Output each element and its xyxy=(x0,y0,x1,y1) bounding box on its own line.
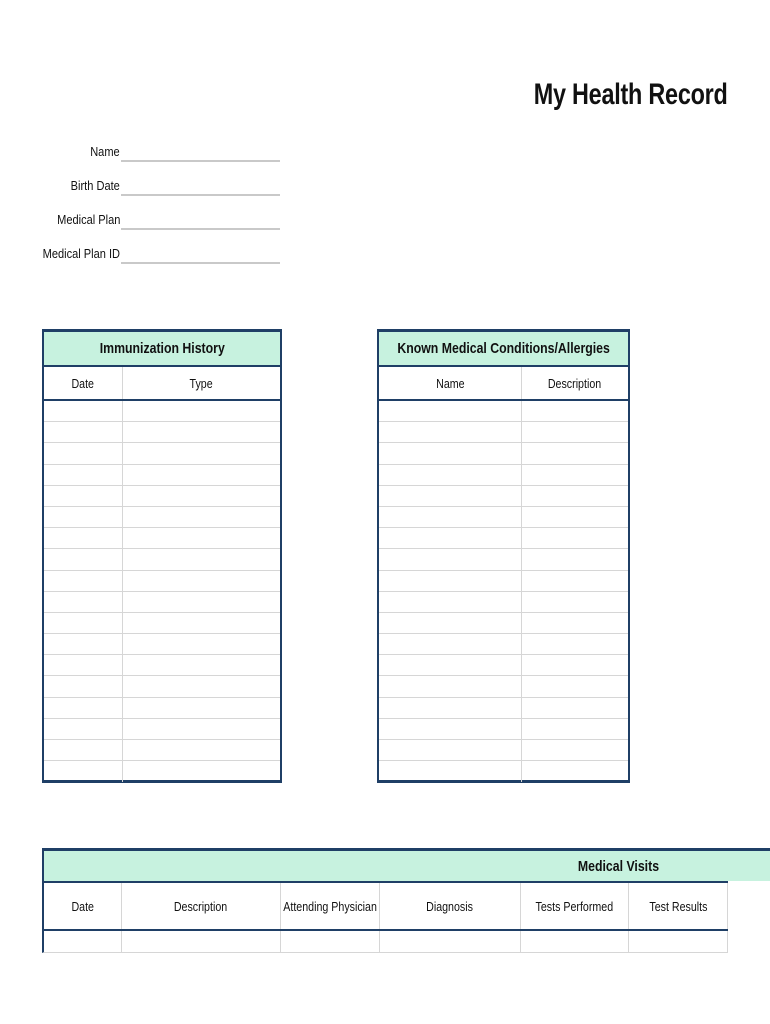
immunization-row xyxy=(44,719,280,740)
conditions-row xyxy=(379,443,628,464)
conditions-cell[interactable] xyxy=(379,761,522,782)
immunization-cell[interactable] xyxy=(44,761,123,782)
immunization-cell[interactable] xyxy=(123,676,280,696)
conditions-cell[interactable] xyxy=(522,761,628,782)
immunization-cell[interactable] xyxy=(44,613,123,633)
conditions-cell[interactable] xyxy=(522,401,628,421)
immunization-row xyxy=(44,571,280,592)
immunization-cell[interactable] xyxy=(44,486,123,506)
medical-plan-field[interactable] xyxy=(0,212,282,232)
conditions-cell[interactable] xyxy=(522,443,628,463)
conditions-row xyxy=(379,486,628,507)
conditions-cell[interactable] xyxy=(522,422,628,442)
immunization-cell[interactable] xyxy=(123,634,280,654)
visits-cell[interactable] xyxy=(521,931,629,952)
immunization-col-type: Type xyxy=(189,375,214,391)
conditions-cell[interactable] xyxy=(379,465,522,485)
conditions-rows xyxy=(379,401,628,782)
conditions-cell[interactable] xyxy=(379,719,522,739)
immunization-row xyxy=(44,549,280,570)
immunization-row xyxy=(44,592,280,613)
name-field[interactable] xyxy=(0,144,282,164)
conditions-cell[interactable] xyxy=(379,592,522,612)
visits-cell[interactable] xyxy=(380,931,521,952)
immunization-cell[interactable] xyxy=(44,698,123,718)
immunization-cell[interactable] xyxy=(44,655,123,675)
immunization-cell[interactable] xyxy=(123,401,280,421)
conditions-row xyxy=(379,592,628,613)
immunization-cell[interactable] xyxy=(44,465,123,485)
conditions-cell[interactable] xyxy=(379,698,522,718)
conditions-cell[interactable] xyxy=(379,613,522,633)
immunization-cell[interactable] xyxy=(123,507,280,527)
name-input-line[interactable] xyxy=(121,160,280,162)
immunization-cell[interactable] xyxy=(44,549,123,569)
conditions-cell[interactable] xyxy=(522,549,628,569)
conditions-column-headers xyxy=(379,367,628,401)
immunization-row xyxy=(44,698,280,719)
immunization-cell[interactable] xyxy=(123,592,280,612)
conditions-row xyxy=(379,761,628,782)
immunization-cell[interactable] xyxy=(44,401,123,421)
conditions-row xyxy=(379,634,628,655)
immunization-cell[interactable] xyxy=(44,507,123,527)
medical-plan-label: Medical Plan xyxy=(56,212,120,227)
immunization-rows xyxy=(44,401,280,782)
immunization-history-table xyxy=(42,329,282,783)
conditions-cell[interactable] xyxy=(522,634,628,654)
immunization-column-headers xyxy=(44,367,280,401)
immunization-cell[interactable] xyxy=(44,528,123,548)
immunization-cell[interactable] xyxy=(44,740,123,760)
visits-cell[interactable] xyxy=(122,931,281,952)
visits-col-test-results: Test Results xyxy=(629,883,728,929)
medical-plan-input-line[interactable] xyxy=(121,228,280,230)
immunization-cell[interactable] xyxy=(123,655,280,675)
conditions-allergies-header: Known Medical Conditions/Allergies xyxy=(379,332,628,367)
visits-col-description: Description xyxy=(122,883,281,929)
conditions-row xyxy=(379,613,628,634)
immunization-row xyxy=(44,761,280,782)
conditions-row xyxy=(379,422,628,443)
conditions-cell[interactable] xyxy=(522,465,628,485)
immunization-row xyxy=(44,443,280,464)
conditions-row xyxy=(379,507,628,528)
conditions-cell[interactable] xyxy=(379,401,522,421)
visits-col-tests-performed: Tests Performed xyxy=(521,883,629,929)
immunization-row xyxy=(44,422,280,443)
immunization-cell[interactable] xyxy=(44,422,123,442)
conditions-cell[interactable] xyxy=(379,528,522,548)
medical-plan-id-field[interactable] xyxy=(0,246,282,266)
conditions-cell[interactable] xyxy=(522,486,628,506)
visits-col-attending-physician: Attending Physician xyxy=(281,883,380,929)
immunization-row xyxy=(44,676,280,697)
conditions-cell[interactable] xyxy=(379,655,522,675)
conditions-cell[interactable] xyxy=(379,571,522,591)
immunization-row xyxy=(44,507,280,528)
conditions-cell[interactable] xyxy=(522,698,628,718)
conditions-row xyxy=(379,401,628,422)
conditions-row xyxy=(379,571,628,592)
visits-col-date: Date xyxy=(44,883,122,929)
immunization-cell[interactable] xyxy=(44,719,123,739)
conditions-cell[interactable] xyxy=(379,634,522,654)
conditions-cell[interactable] xyxy=(522,528,628,548)
visits-row xyxy=(42,931,728,953)
conditions-row xyxy=(379,719,628,740)
immunization-row xyxy=(44,486,280,507)
page-title: My Health Record xyxy=(534,78,728,111)
birth-date-field[interactable] xyxy=(0,178,282,198)
conditions-cell[interactable] xyxy=(522,571,628,591)
immunization-cell[interactable] xyxy=(123,549,280,569)
immunization-cell[interactable] xyxy=(44,571,123,591)
immunization-row xyxy=(44,613,280,634)
immunization-row xyxy=(44,401,280,422)
visits-col-diagnosis: Diagnosis xyxy=(380,883,521,929)
visits-cell[interactable] xyxy=(281,931,380,952)
immunization-cell[interactable] xyxy=(123,465,280,485)
immunization-history-header: Immunization History xyxy=(44,332,280,367)
medical-plan-id-label: Medical Plan ID xyxy=(42,246,120,261)
conditions-cell[interactable] xyxy=(379,486,522,506)
conditions-row xyxy=(379,465,628,486)
conditions-cell[interactable] xyxy=(522,740,628,760)
immunization-cell[interactable] xyxy=(123,528,280,548)
immunization-cell[interactable] xyxy=(123,761,280,782)
conditions-row xyxy=(379,676,628,697)
conditions-cell[interactable] xyxy=(522,719,628,739)
birth-date-input-line[interactable] xyxy=(121,194,280,196)
conditions-row xyxy=(379,549,628,570)
immunization-cell[interactable] xyxy=(123,486,280,506)
conditions-cell[interactable] xyxy=(522,613,628,633)
immunization-cell[interactable] xyxy=(44,634,123,654)
immunization-cell[interactable] xyxy=(123,719,280,739)
conditions-row xyxy=(379,698,628,719)
immunization-cell[interactable] xyxy=(123,613,280,633)
visits-column-headers xyxy=(42,881,728,931)
visits-cell[interactable] xyxy=(44,931,122,952)
conditions-col-name: Name xyxy=(379,367,522,399)
conditions-allergies-table xyxy=(377,329,630,783)
visits-cell[interactable] xyxy=(629,931,728,952)
immunization-col-date: Date xyxy=(44,367,123,399)
conditions-cell[interactable] xyxy=(522,655,628,675)
medical-visits-table xyxy=(42,848,728,953)
visits-rows xyxy=(42,931,728,953)
immunization-cell[interactable] xyxy=(123,571,280,591)
immunization-cell[interactable] xyxy=(123,698,280,718)
conditions-cell[interactable] xyxy=(379,740,522,760)
name-label: Name xyxy=(90,144,120,159)
birth-date-label: Birth Date xyxy=(70,178,120,193)
immunization-row xyxy=(44,528,280,549)
conditions-cell[interactable] xyxy=(522,676,628,696)
conditions-cell[interactable] xyxy=(379,507,522,527)
conditions-cell[interactable] xyxy=(522,507,628,527)
conditions-row xyxy=(379,740,628,761)
medical-plan-id-input-line[interactable] xyxy=(121,262,280,264)
conditions-row xyxy=(379,655,628,676)
conditions-row xyxy=(379,528,628,549)
immunization-cell[interactable] xyxy=(44,676,123,696)
conditions-cell[interactable] xyxy=(379,676,522,696)
immunization-row xyxy=(44,465,280,486)
conditions-cell[interactable] xyxy=(379,443,522,463)
conditions-cell[interactable] xyxy=(379,549,522,569)
conditions-cell[interactable] xyxy=(522,592,628,612)
immunization-cell[interactable] xyxy=(44,592,123,612)
immunization-cell[interactable] xyxy=(123,740,280,760)
immunization-row xyxy=(44,655,280,676)
immunization-cell[interactable] xyxy=(123,443,280,463)
immunization-row xyxy=(44,740,280,761)
medical-visits-header: Medical Visits xyxy=(42,848,770,881)
conditions-cell[interactable] xyxy=(379,422,522,442)
immunization-cell[interactable] xyxy=(44,443,123,463)
conditions-col-description: Description xyxy=(548,375,602,391)
immunization-cell[interactable] xyxy=(123,422,280,442)
immunization-row xyxy=(44,634,280,655)
